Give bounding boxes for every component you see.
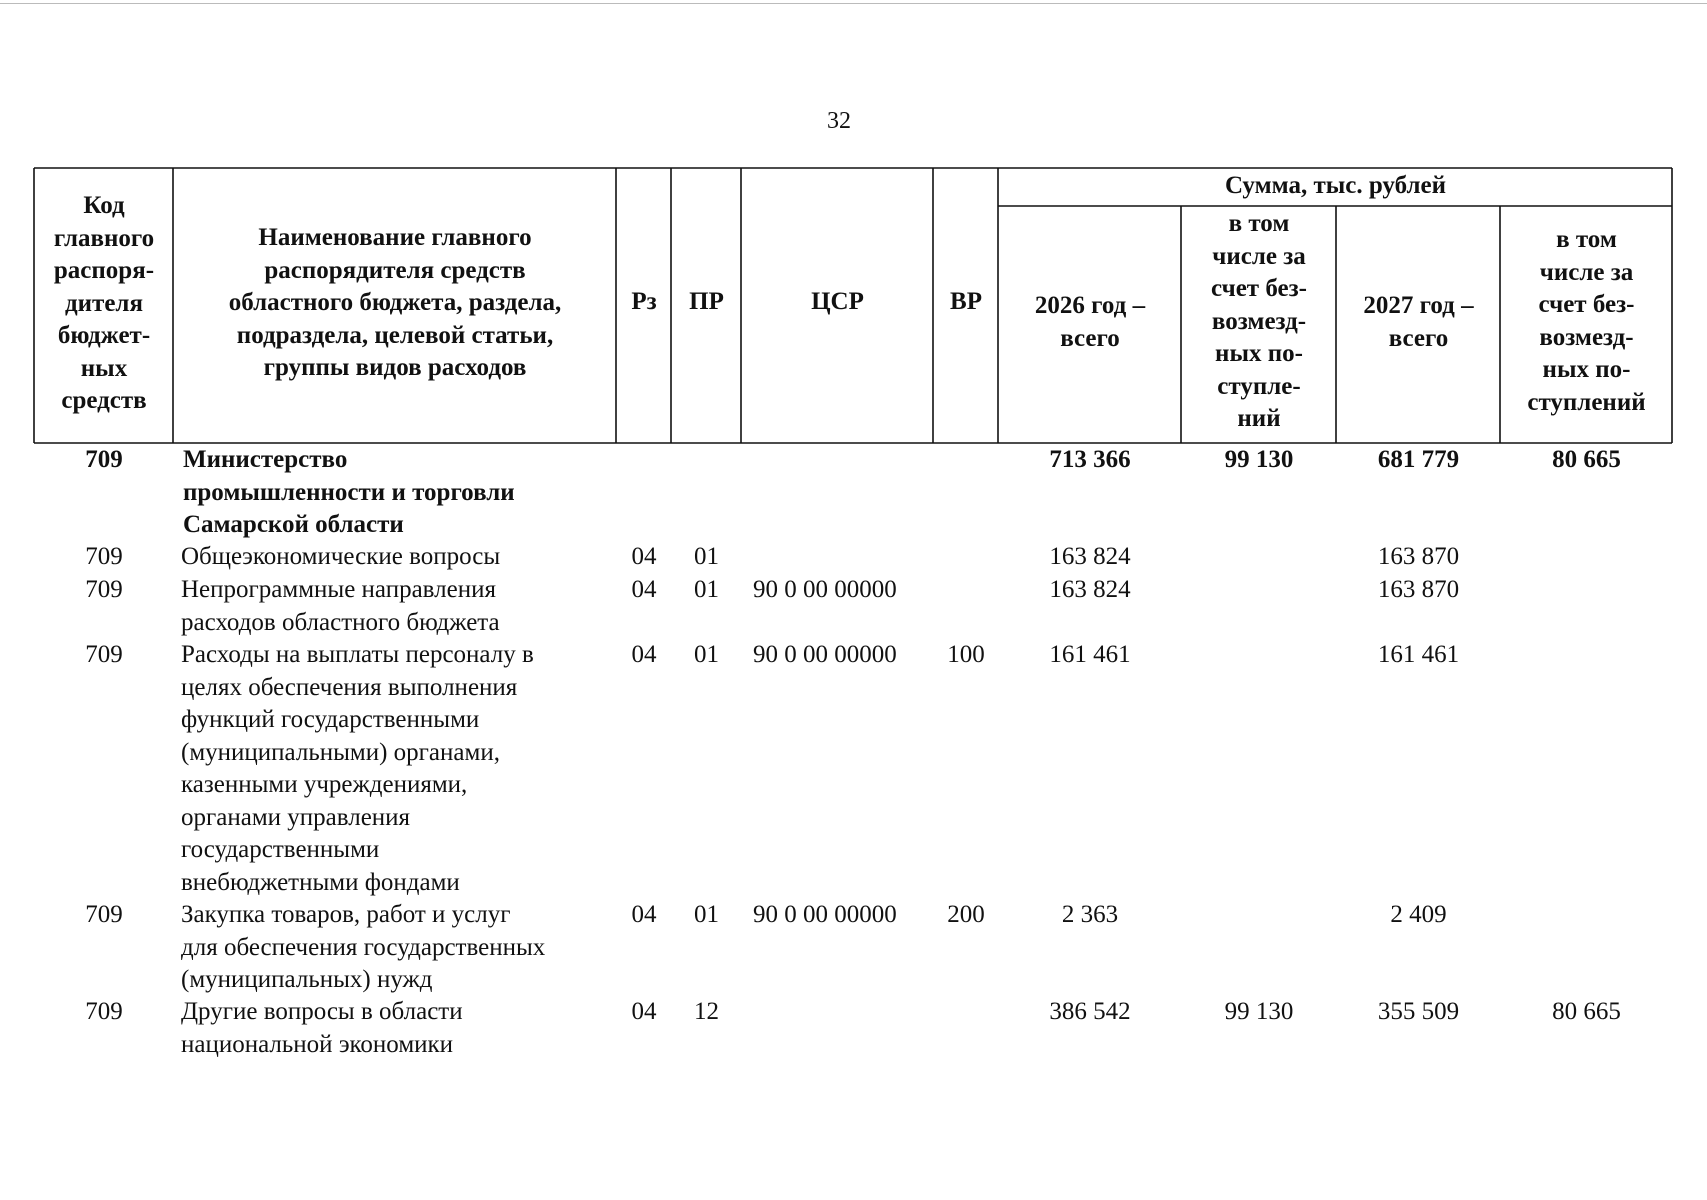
row-code: 709 bbox=[85, 446, 123, 473]
row-rz: 04 bbox=[631, 641, 657, 668]
header-pr: ПР bbox=[689, 288, 724, 315]
header-code: Код главного распоря- дителя бюджет- ных средств bbox=[53, 192, 155, 414]
row-rz: 04 bbox=[631, 543, 657, 570]
row-code: 709 bbox=[85, 901, 123, 928]
row-2026-total: 163 824 bbox=[1049, 543, 1131, 570]
row-2026-total: 713 366 bbox=[1049, 446, 1131, 473]
row-2026-total: 161 461 bbox=[1049, 641, 1131, 668]
header-name: Наименование главного распорядителя средств областного бюджета, раздела, подраздела, целевой статьи, группы видов расходов bbox=[228, 224, 562, 381]
row-pr: 01 bbox=[694, 576, 719, 603]
row-rz: 04 bbox=[631, 901, 657, 928]
header-vr: ВР bbox=[950, 288, 982, 315]
row-rz: 04 bbox=[631, 998, 657, 1025]
header-csr: ЦСР bbox=[811, 288, 864, 315]
row-name: Непрограммные направления расходов областного бюджета bbox=[181, 576, 500, 636]
header-rz: Рз bbox=[631, 288, 657, 315]
row-name: Закупка товаров, работ и услуг для обеспечения государственных (муниципальных) нужд bbox=[181, 901, 546, 993]
row-vr: 200 bbox=[947, 901, 985, 928]
row-name: Другие вопросы в области национальной экономики bbox=[181, 998, 463, 1058]
header-sum-group: Сумма, тыс. рублей bbox=[1224, 172, 1447, 199]
page-number: 32 bbox=[827, 108, 851, 134]
row-pr: 01 bbox=[694, 543, 719, 570]
row-2027-grants: 80 665 bbox=[1552, 998, 1621, 1025]
row-name: Расходы на выплаты персоналу в целях обеспечения выполнения функций государственными (муниципальными) органами, казенными учреждениями, органами управления государственными внебюджетными фондами bbox=[181, 641, 534, 896]
row-code: 709 bbox=[85, 576, 123, 603]
row-csr: 90 0 00 00000 bbox=[753, 641, 897, 668]
row-code: 709 bbox=[85, 998, 123, 1025]
row-code: 709 bbox=[85, 543, 123, 570]
row-pr: 12 bbox=[694, 998, 719, 1025]
row-2027-total: 681 779 bbox=[1377, 446, 1460, 473]
row-2027-total: 2 409 bbox=[1390, 901, 1447, 928]
header-2027-total: 2027 год – всего bbox=[1363, 292, 1474, 352]
row-pr: 01 bbox=[694, 641, 719, 668]
header-2026-grants: в том числе за счет без- возмезд- ных по- ступле- ний bbox=[1211, 210, 1307, 432]
row-name: Общеэкономические вопросы bbox=[181, 543, 501, 570]
header-2026-total: 2026 год – всего bbox=[1034, 292, 1146, 352]
row-2027-total: 163 870 bbox=[1377, 576, 1460, 603]
row-rz: 04 bbox=[631, 576, 657, 603]
row-2027-total: 161 461 bbox=[1377, 641, 1460, 668]
row-2026-total: 2 363 bbox=[1061, 901, 1119, 928]
row-code: 709 bbox=[85, 641, 123, 668]
row-2026-grants: 99 130 bbox=[1224, 446, 1294, 473]
row-csr: 90 0 00 00000 bbox=[753, 576, 897, 603]
header-2027-grants: в том числе за счет без- возмезд- ных по- ступлений bbox=[1527, 226, 1646, 416]
row-2027-grants: 80 665 bbox=[1552, 446, 1621, 473]
row-2026-total: 386 542 bbox=[1049, 998, 1131, 1025]
row-vr: 100 bbox=[947, 641, 985, 668]
row-2027-total: 163 870 bbox=[1377, 543, 1460, 570]
row-2026-grants: 99 130 bbox=[1224, 998, 1294, 1025]
row-2026-total: 163 824 bbox=[1049, 576, 1131, 603]
row-pr: 01 bbox=[694, 901, 719, 928]
row-name: Министерство промышленности и торговли Самарской области bbox=[183, 446, 515, 538]
row-csr: 90 0 00 00000 bbox=[753, 901, 897, 928]
row-2027-total: 355 509 bbox=[1377, 998, 1460, 1025]
